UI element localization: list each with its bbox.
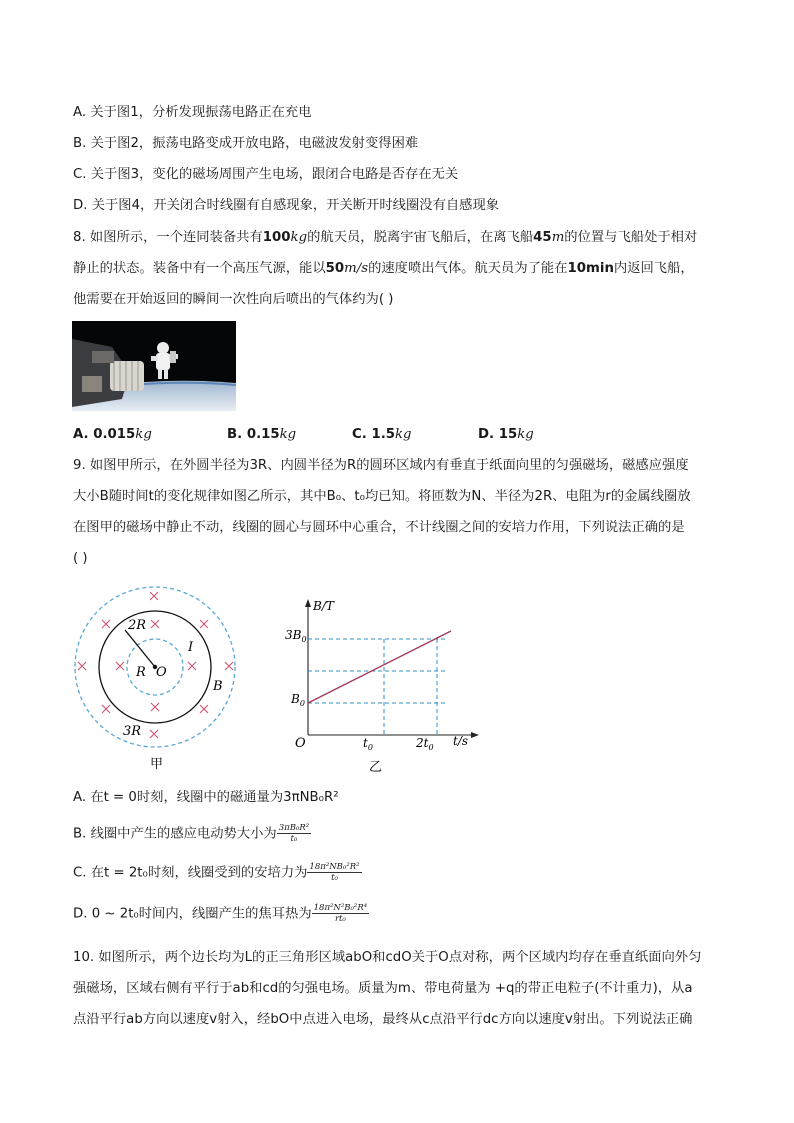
label-I: I — [188, 640, 194, 655]
q7-option-a: A. 关于图1，分析发现振荡电路正在充电 — [73, 105, 312, 120]
label-2R: 2R — [128, 618, 147, 633]
q10-stem-line2: 强磁场，区域右侧有平行于ab和cd的匀强电场。质量为m、带电荷量为 +q的带正电粒子(不计重力)，从a — [73, 981, 693, 996]
q9-option-c: C. 在t = 2t₀时刻，线圈受到的安培力为 $\frac{\text{18π²NB₀²R²}}{\text{t₀}}$ — [73, 862, 360, 883]
y-axis-label: B/T — [313, 599, 334, 613]
q10-stem-line1: 10. 如图所示，两个边长均为L的正三角形区域abO和cdO关于O点对称，两个区域内均存在垂直纸面向外匀 — [73, 950, 702, 965]
b-t-line — [308, 631, 451, 703]
q9-stem-line2: 大小B随时间t的变化规律如图乙所示，其中B₀、t₀均已知。将匝数为N、半径为2R、电阻为r的金属线圈放 — [73, 489, 691, 504]
q10-stem-line3: 点沿平行ab方向以速度v射入，经bO中点进入电场，最终从c点沿平行dc方向以速度v射出。下列说法正确 — [73, 1012, 693, 1027]
guide-lines — [308, 639, 448, 735]
q9-stem-line3: 在图甲的磁场中静止不动，线圈的圆心与圆环中心重合，不计线圈之间的安培力作用，下列说法正确的是 — [73, 520, 685, 535]
label-R: R — [136, 665, 146, 680]
figure-yi-b-t-graph — [283, 595, 483, 780]
q8-stem-line3: 他需要在开始返回的瞬间一次性向后喷出的气体约为( ) — [73, 292, 394, 307]
origin-label: O — [295, 736, 306, 751]
q8-stem-line2: 静止的状态。装备中有一个高压气源，能以50m/s的速度喷出气体。航天员为了能在10min内返回飞船， — [73, 261, 694, 276]
caption-yi: 乙 — [369, 760, 383, 775]
q7-option-c: C. 关于图3，变化的磁场周围产生电场，跟闭合电路是否存在无关 — [73, 167, 459, 182]
q7-option-b: B. 关于图2，振荡电路变成开放电路，电磁波发射变得困难 — [73, 136, 419, 151]
label-O: O — [156, 665, 167, 680]
q8-option-b: B. 0.15kg — [227, 427, 297, 442]
q9-option-a: A. 在t = 0时刻，线圈中的磁通量为3πNB₀R² — [73, 790, 339, 805]
q8-option-d: D. 15kg — [478, 427, 534, 442]
x-tick-t0: $t_0$ — [363, 736, 373, 752]
q9-stem-line1: 9. 如图甲所示，在外圆半径为3R、内圆半径为R的圆环区域内有垂直于纸面向里的匀强磁场，磁感应强度 — [73, 458, 689, 473]
q8-option-a: A. 0.015kg — [73, 427, 152, 442]
q9-option-b: B. 线圈中产生的感应电动势大小为 $\frac{\text{3πB₀R²}}{\text{t₀}}$ — [73, 823, 310, 844]
y-tick-B0: $B_0$ — [291, 692, 305, 708]
x-tick-2t0: $2t_0$ — [416, 736, 434, 752]
astronaut-photo — [72, 321, 236, 411]
y-tick-3B0: $3B_0$ — [285, 628, 307, 644]
q9-option-d: D. 0 ~ 2t₀时间内，线圈产生的焦耳热为 $\frac{\text{18π²N²B₀²R⁴}}{\text{rt₀}}$ — [73, 903, 368, 924]
q7-option-d: D. 关于图4，开关闭合时线圈有自感现象，开关断开时线圈没有自感现象 — [73, 198, 500, 213]
q9-stem-line4: ( ) — [73, 551, 88, 566]
label-B: B — [213, 679, 223, 694]
label-3R: 3R — [123, 724, 142, 739]
x-axis-label: t/s — [453, 734, 469, 748]
q8-option-c: C. 1.5kg — [352, 427, 412, 442]
caption-jia: 甲 — [150, 757, 164, 772]
q8-stem-line1: 8. 如图所示，一个连同装备共有100kg的航天员，脱离宇宙飞船后，在离飞船45m的位置与飞船处于相对 — [73, 230, 698, 245]
figure-jia — [70, 585, 240, 775]
